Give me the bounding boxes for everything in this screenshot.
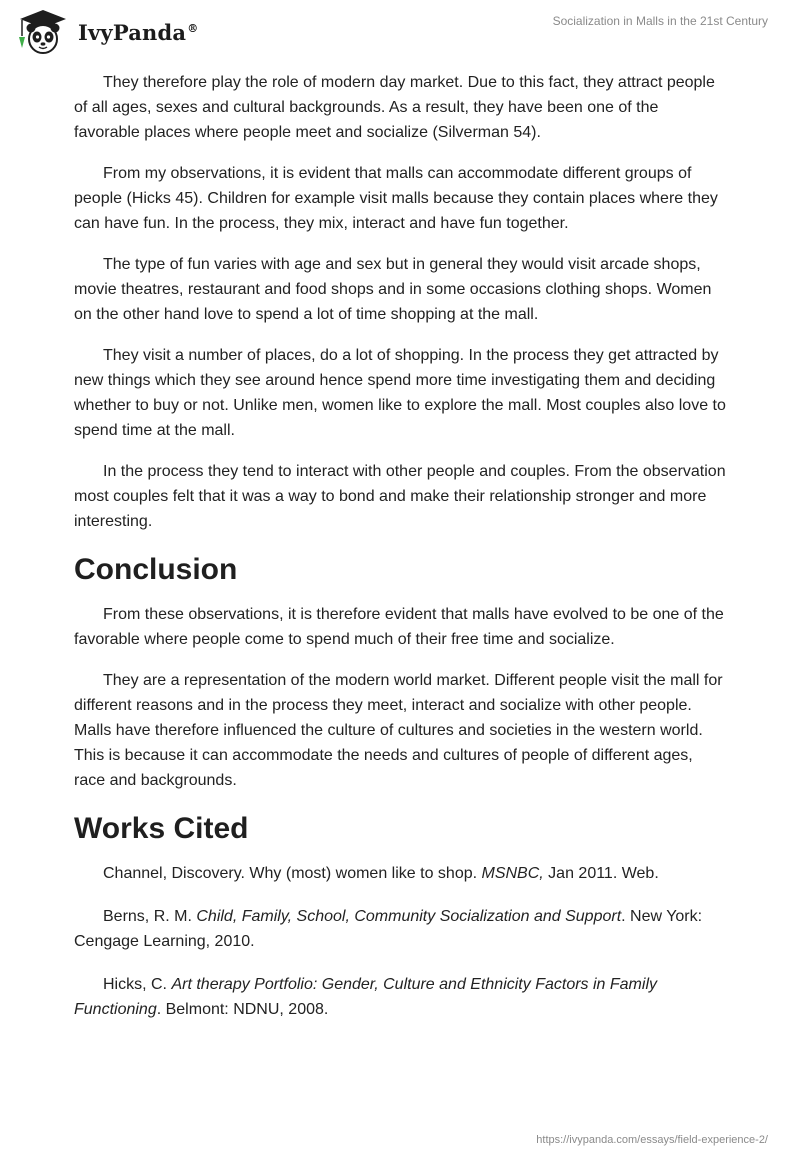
body-paragraph: In the process they tend to interact with other people and couples. From the observation most couples felt that it was a way to bond and make their relationship stronger and more interesting. [74, 463, 726, 530]
page-header [0, 0, 800, 60]
conclusion-heading: Conclusion [74, 553, 238, 586]
citation-entry: Channel, Discovery. Why (most) women like to shop. MSNBC, Jan 2011. Web. [103, 865, 659, 882]
document-title: Socialization in Malls in the 21st Century [552, 14, 768, 28]
essay-content [74, 70, 726, 1040]
ivypanda-logo[interactable] [14, 8, 198, 56]
brand-name: IvyPanda® [78, 19, 199, 45]
conclusion-paragraph: From these observations, it is therefore evident that malls have evolved to be one of the favorable where people come to spend much of their free time and socialize. [74, 606, 724, 648]
panda-graduate-icon [14, 8, 72, 56]
body-paragraph: From my observations, it is evident that malls can accommodate different groups of people (Hicks 45). Children for example visit malls because they contain places where they can have fun. In the process, they mix, interact and have fun together. [74, 165, 718, 232]
body-paragraph: They visit a number of places, do a lot of shopping. In the process they get attracted by new things which they see around hence spend more time investigating them and deciding whether to buy or not. Unlike men, women like to explore the mall. Most couples also love to spend time at the mall. [74, 347, 726, 439]
citation-entry: Berns, R. M. Child, Family, School, Community Socialization and Support. New York: Cengage Learning, 2010. [74, 908, 703, 950]
body-paragraph: They therefore play the role of modern day market. Due to this fact, they attract people of all ages, sexes and cultural backgrounds. As a result, they have been one of the favorable places where people meet and socialize (Silverman 54). [74, 74, 715, 141]
body-paragraph: The type of fun varies with age and sex but in general they would visit arcade shops, movie theatres, restaurant and food shops and in some occasions clothing shops. Women on the other hand love to spend a lot of time shopping at the mall. [74, 256, 712, 323]
citation-entry: Hicks, C. Art therapy Portfolio: Gender, Culture and Ethnicity Factors in Family Functioning. Belmont: NDNU, 2008. [74, 976, 657, 1018]
conclusion-paragraph: They are a representation of the modern world market. Different people visit the mall for different reasons and in the process they meet, interact and socialize with other people. Malls have therefore influenced the culture of cultures and societies in the western world. This is because it can accommodate the needs and cultures of people of different ages, race and backgrounds. [74, 672, 723, 789]
source-url[interactable]: https://ivypanda.com/essays/field-experience-2/ [536, 1134, 768, 1146]
works-cited-heading: Works Cited [74, 812, 249, 845]
